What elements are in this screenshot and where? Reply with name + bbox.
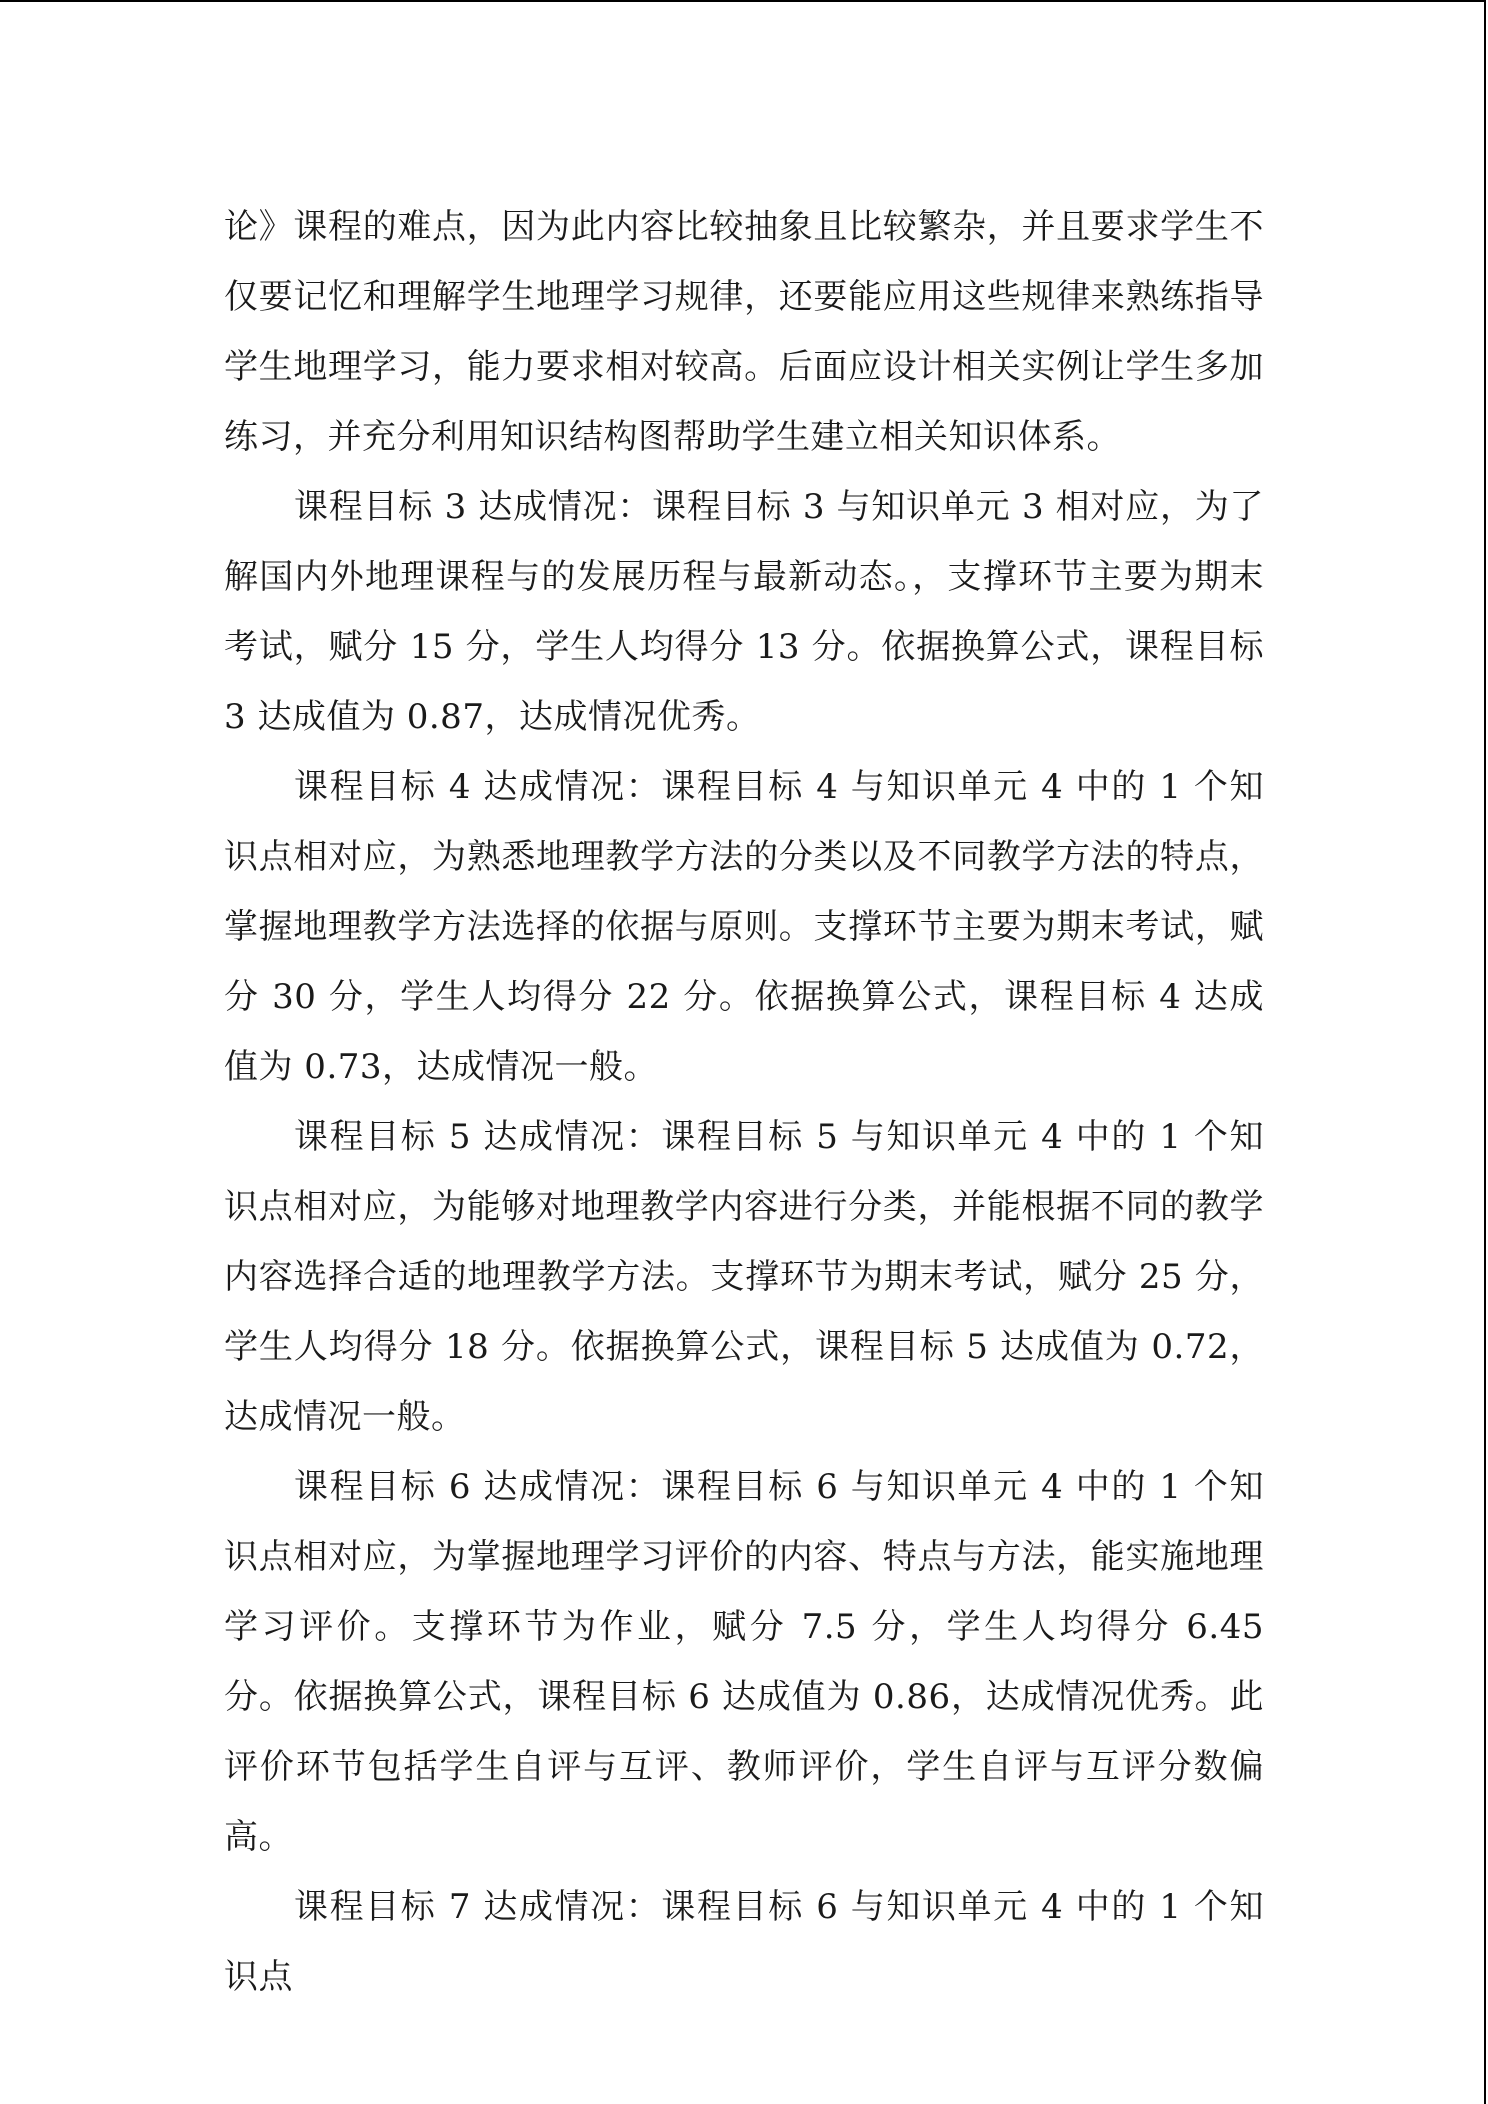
paragraph-continuation: 论》课程的难点，因为此内容比较抽象且比较繁杂，并且要求学生不仅要记忆和理解学生地理学习规律，还要能应用这些规律来熟练指导学生地理学习，能力要求相对较高。后面应设计相关实例让学生多加练习，并充分利用知识结构图帮助学生建立相关知识体系。 xyxy=(224,207,1264,457)
paragraph-objective-6: 课程目标 6 达成情况：课程目标 6 与知识单元 4 中的 1 个知识点相对应，为掌握地理学习评价的内容、特点与方法，能实施地理学习评价。支撑环节为作业，赋分 7.5 分，学生人均得分 6.45 分。依据换算公式，课程目标 6 达成值为 0.86，达成情况优秀。此评价环节包括学生自评与互评、教师评价，学生自评与互评分数偏高。 xyxy=(224,1467,1264,1857)
paragraph-objective-3: 课程目标 3 达成情况：课程目标 3 与知识单元 3 相对应，为了解国内外地理课程与的发展历程与最新动态。，支撑环节主要为期末考试，赋分 15 分，学生人均得分 13 分。依据换算公式，课程目标 3 达成值为 0.87，达成情况优秀。 xyxy=(224,487,1264,737)
paragraph-objective-5: 课程目标 5 达成情况：课程目标 5 与知识单元 4 中的 1 个知识点相对应，为能够对地理教学内容进行分类，并能根据不同的教学内容选择合适的地理教学方法。支撑环节为期末考试，赋分 25 分，学生人均得分 18 分。依据换算公式，课程目标 5 达成值为 0.72，达成情况一般。 xyxy=(224,1117,1264,1437)
document-body xyxy=(224,192,1264,2012)
paragraph-objective-7: 课程目标 7 达成情况：课程目标 6 与知识单元 4 中的 1 个知识点 xyxy=(224,1887,1264,1997)
paragraph-objective-4: 课程目标 4 达成情况：课程目标 4 与知识单元 4 中的 1 个知识点相对应，为熟悉地理教学方法的分类以及不同教学方法的特点，掌握地理教学方法选择的依据与原则。支撑环节主要为期末考试，赋分 30 分，学生人均得分 22 分。依据换算公式，课程目标 4 达成值为 0.73，达成情况一般。 xyxy=(224,767,1264,1087)
